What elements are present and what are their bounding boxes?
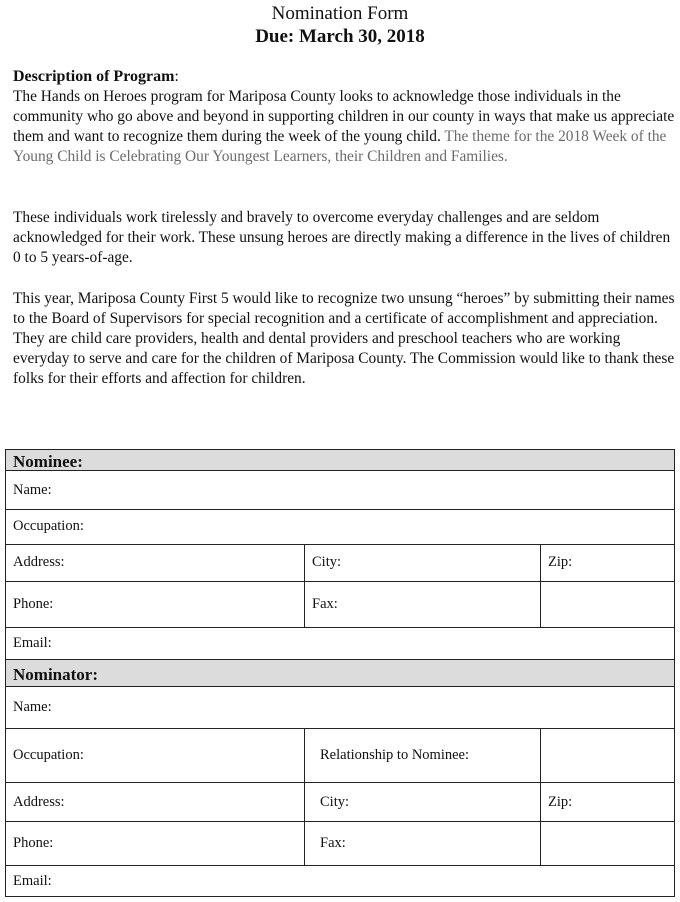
nominee-name-row: [5, 470, 675, 510]
nominee-address-row: [5, 544, 675, 582]
nominee-city-label: City:: [312, 554, 342, 570]
nominee-email-field[interactable]: [5, 627, 675, 660]
nominator-name-row: [5, 686, 675, 729]
nominee-section-header: [5, 449, 675, 471]
nominee-address-field[interactable]: [5, 544, 305, 582]
form-title: Nomination Form: [271, 3, 409, 24]
nominee-occupation-field[interactable]: [5, 509, 675, 545]
nominator-address-row: [5, 782, 675, 822]
nominee-name-label: Name:: [13, 482, 52, 498]
nominator-email-row: [5, 865, 675, 897]
nominee-email-label: Email:: [13, 635, 52, 651]
description-heading: Description of Program: [13, 68, 175, 85]
nominator-relationship-value[interactable]: [540, 728, 675, 783]
nominee-phone-field[interactable]: [5, 581, 305, 628]
nominee-section-row: [5, 449, 675, 471]
nominee-heading: Nominee:: [13, 452, 83, 471]
nominee-zip-field[interactable]: [540, 544, 675, 582]
nominee-address-label: Address:: [13, 554, 65, 570]
nominator-fax-field[interactable]: [304, 821, 541, 866]
nominee-extra-field[interactable]: [540, 581, 675, 628]
nominee-name-field[interactable]: [5, 470, 675, 510]
theme-sentence: The theme for the 2018 Week of the Young Child is Celebrating Our Youngest Learners, their Children and Families.: [13, 128, 667, 165]
nominee-occupation-row: [5, 509, 675, 545]
nominator-occupation-row: [5, 728, 675, 783]
nominator-occupation-label: Occupation:: [13, 747, 84, 763]
nominator-name-label: Name:: [13, 699, 52, 715]
nomination-form-table: [5, 449, 675, 897]
nominee-phone-label: Phone:: [13, 596, 54, 612]
nominator-email-field[interactable]: [5, 865, 675, 897]
nominee-zip-label: Zip:: [548, 554, 573, 570]
nominator-zip-field[interactable]: [540, 782, 675, 822]
nominator-address-field[interactable]: [5, 782, 305, 822]
nominator-section-row: [5, 659, 675, 687]
nominator-email-label: Email:: [13, 873, 52, 889]
nominee-occupation-label: Occupation:: [13, 518, 84, 534]
nominator-fax-label: Fax:: [320, 835, 346, 851]
nominator-section-header: [5, 659, 675, 687]
nominator-city-field[interactable]: [304, 782, 541, 822]
description-paragraph-2: These individuals work tirelessly and bravely to overcome everyday challenges and are seldom acknowledged for their work. These unsung heroes are directly making a difference in the lives of children 0 to 5 years-of-age.: [13, 209, 671, 266]
nominator-zip-label: Zip:: [548, 794, 573, 810]
description-paragraph-3: This year, Mariposa County First 5 would like to recognize two unsung “heroes” by submitting their names to the Board of Supervisors for special recognition and a certificate of accomplishment and appreciation. They are child care providers, health and dental providers and preschool teachers who are working everyday to serve and care for the children of Mariposa County. The Commission would like to thank these folks for their efforts and affection for children.: [13, 290, 675, 387]
nominator-relationship-field[interactable]: [304, 728, 541, 783]
nominee-email-row: [5, 627, 675, 660]
program-description: [13, 67, 675, 167]
description-paragraph-1: The Hands on Heroes program for Mariposa County looks to acknowledge those individuals in the community who go above and beyond in supporting children in our county in ways that make us appreciate them and want to recognize them during the week of the young child.: [13, 88, 675, 145]
nominator-phone-row: [5, 821, 675, 866]
nominator-phone-field[interactable]: [5, 821, 305, 866]
nominator-address-label: Address:: [13, 794, 65, 810]
nominee-phone-row: [5, 581, 675, 628]
due-date: Due: March 30, 2018: [255, 26, 425, 47]
description-heading-colon: :: [174, 68, 179, 85]
nominator-name-field[interactable]: [5, 686, 675, 729]
nominee-city-field[interactable]: [304, 544, 541, 582]
nominator-heading: Nominator:: [13, 665, 98, 684]
nominator-extra-field[interactable]: [540, 821, 675, 866]
nominee-fax-field[interactable]: [304, 581, 541, 628]
nominator-occupation-field[interactable]: [5, 728, 305, 783]
nominator-phone-label: Phone:: [13, 835, 54, 851]
nominator-relationship-label: Relationship to Nominee:: [320, 747, 470, 763]
nominator-city-label: City:: [320, 794, 350, 810]
nominee-fax-label: Fax:: [312, 596, 338, 612]
